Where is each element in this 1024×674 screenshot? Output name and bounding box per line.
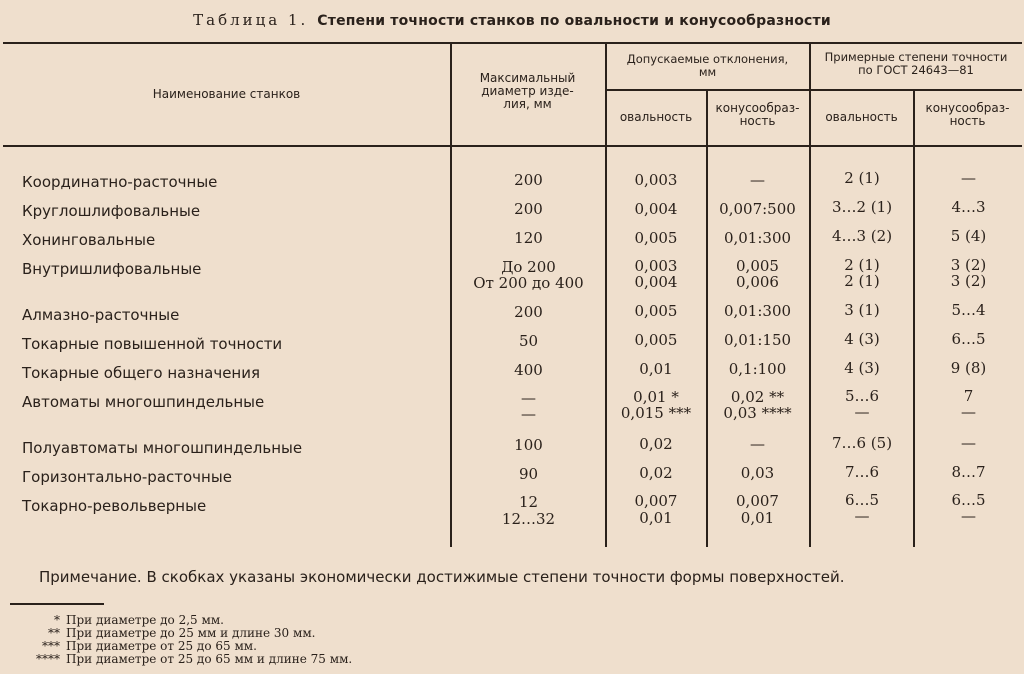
- cell-ovality: 0,01: [639, 360, 673, 378]
- cell-gost-conicity: 7: [963, 387, 974, 405]
- cell-ovality: 0,003: [634, 257, 678, 275]
- cell-gost-ovality: 4…3 (2): [831, 227, 893, 245]
- cell-gost-ovality: 6…5: [844, 491, 880, 509]
- footnote-text: При диаметре от 25 до 65 мм.: [66, 639, 257, 653]
- cell-conicity: 0,007: [736, 492, 779, 510]
- row-name: Внутришлифовальные: [22, 260, 202, 278]
- footnote-text: При диаметре до 25 мм и длине 30 мм.: [66, 626, 316, 640]
- cell-ovality: 0,004: [634, 273, 678, 291]
- cell-gost-ovality: 7…6: [844, 463, 880, 481]
- cell-gost-ovality: 7…6 (5): [831, 434, 893, 452]
- cell-ovality: 0,01 *: [633, 388, 679, 406]
- row-name: Токарные повышенной точности: [22, 335, 283, 353]
- cell-gost-ovality: 5…6: [844, 387, 880, 405]
- cell-gost-ovality: —: [854, 403, 870, 421]
- cell-gost-conicity: —: [961, 507, 976, 525]
- header-bottom-rule: [3, 145, 1022, 147]
- row-name: Горизонтально-расточные: [22, 468, 232, 486]
- cell-gost-ovality: 4 (3): [844, 330, 880, 348]
- cell-ovality: 0,005: [634, 331, 678, 349]
- footnote-mark: ***: [42, 639, 60, 653]
- cell-conicity: 0,007:500: [719, 200, 796, 218]
- cell-gost-conicity: 3 (2): [950, 256, 987, 274]
- cell-gost-ovality: 3…2 (1): [831, 198, 893, 216]
- cell-gost-conicity: 5…4: [951, 301, 986, 319]
- cell-gost-conicity: —: [961, 169, 976, 187]
- cell-diameter: 120: [514, 229, 543, 247]
- cell-diameter: 200: [514, 200, 543, 218]
- footnote-rule: [10, 603, 104, 605]
- cell-diameter: 12…32: [501, 510, 556, 528]
- cell-gost-conicity: 9 (8): [950, 359, 987, 377]
- cell-ovality: 0,015 ***: [620, 404, 692, 422]
- cell-diameter: 12: [518, 493, 539, 511]
- row-name: Полуавтоматы многошпиндельные: [22, 439, 303, 457]
- footnote-text: При диаметре от 25 до 65 мм и длине 75 мм.: [66, 652, 353, 666]
- cell-gost-conicity: 8…7: [951, 463, 986, 481]
- cell-gost-conicity: 4…3: [951, 198, 986, 216]
- cell-gost-ovality: —: [854, 507, 870, 525]
- cell-conicity: 0,01: [740, 509, 775, 527]
- cell-ovality: 0,02: [639, 435, 673, 453]
- footnote: [0, 653, 352, 666]
- cell-conicity: 0,03 ****: [723, 404, 792, 422]
- cell-diameter: 50: [518, 332, 539, 350]
- cell-ovality: 0,003: [634, 171, 678, 189]
- cell-gost-conicity: 5 (4): [950, 227, 987, 245]
- cell-diameter: 400: [514, 361, 543, 379]
- header-name: Наименование станков: [152, 87, 301, 101]
- header-gost-ovality: овальность: [825, 110, 898, 124]
- footnote-mark: *: [54, 613, 60, 627]
- cell-conicity: 0,005: [736, 257, 779, 275]
- cell-diameter: —: [521, 405, 536, 423]
- header-gost-group: Примерные степени точности по ГОСТ 24643—81: [824, 50, 1008, 77]
- row-name: Координатно-расточные: [22, 173, 218, 191]
- cell-conicity: 0,01:300: [723, 229, 792, 247]
- cell-gost-ovality: 2 (1): [844, 272, 880, 290]
- cell-diameter: —: [521, 389, 536, 407]
- header-diameter: Максимальный диаметр изде- лия, мм: [479, 71, 576, 111]
- cell-diameter: 200: [514, 303, 543, 321]
- cell-diameter: 100: [514, 436, 543, 454]
- cell-ovality: 0,004: [634, 200, 678, 218]
- cell-gost-conicity: 3 (2): [950, 272, 987, 290]
- cell-gost-ovality: 2 (1): [844, 256, 880, 274]
- cell-gost-conicity: —: [961, 403, 976, 421]
- cell-diameter: От 200 до 400: [473, 274, 584, 292]
- cell-diameter: До 200: [501, 258, 556, 276]
- row-name: Хонинговальные: [22, 231, 156, 249]
- cell-conicity: 0,02 **: [730, 388, 785, 406]
- footnote-text: При диаметре до 2,5 мм.: [66, 613, 224, 627]
- cell-conicity: 0,01:300: [723, 302, 792, 320]
- header-tolerance-group: Допускаемые отклонения, мм: [626, 52, 789, 79]
- cell-diameter: 200: [514, 171, 543, 189]
- row-name: Токарно-револьверные: [22, 497, 207, 515]
- cell-gost-conicity: 6…5: [951, 491, 986, 509]
- table-note: Примечание. В скобках указаны экономически достижимые степени точности формы поверхностей.: [39, 568, 845, 586]
- cell-gost-ovality: 2 (1): [844, 169, 880, 187]
- cell-conicity: 0,1:100: [728, 360, 787, 378]
- cell-gost-conicity: —: [961, 434, 976, 452]
- row-name: Токарные общего назначения: [22, 364, 261, 382]
- header-conicity: конусообраз- ность: [715, 101, 800, 128]
- header-gost-conicity: конусообраз- ность: [925, 101, 1010, 128]
- header-sub-rule-left: [606, 89, 809, 91]
- cell-gost-conicity: 6…5: [951, 330, 986, 348]
- row-name: Круглошлифовальные: [22, 202, 201, 220]
- cell-ovality: 0,007: [634, 492, 678, 510]
- row-name: Алмазно-расточные: [22, 306, 180, 324]
- cell-conicity: 0,03: [740, 464, 775, 482]
- cell-ovality: 0,01: [639, 509, 673, 527]
- cell-conicity: 0,006: [736, 273, 779, 291]
- cell-gost-ovality: 3 (1): [844, 301, 880, 319]
- table-top-rule: [3, 42, 1022, 44]
- cell-ovality: 0,005: [634, 229, 678, 247]
- cell-conicity: —: [750, 171, 765, 189]
- cell-conicity: —: [750, 435, 765, 453]
- header-sub-rule-right: [810, 89, 1022, 91]
- cell-ovality: 0,005: [634, 302, 678, 320]
- row-name: Автоматы многошпиндельные: [22, 393, 265, 411]
- cell-diameter: 90: [518, 465, 539, 483]
- cell-conicity: 0,01:150: [723, 331, 792, 349]
- cell-gost-ovality: 4 (3): [844, 359, 880, 377]
- table-caption: [0, 11, 1024, 29]
- cell-ovality: 0,02: [639, 464, 673, 482]
- table-title: Степени точности станков по овальности и конусообразности: [317, 13, 831, 29]
- footnote-mark: ****: [36, 652, 60, 666]
- footnote-mark: **: [48, 626, 60, 640]
- header-ovality: овальность: [619, 110, 693, 124]
- table-number: Таблица 1.: [193, 11, 309, 29]
